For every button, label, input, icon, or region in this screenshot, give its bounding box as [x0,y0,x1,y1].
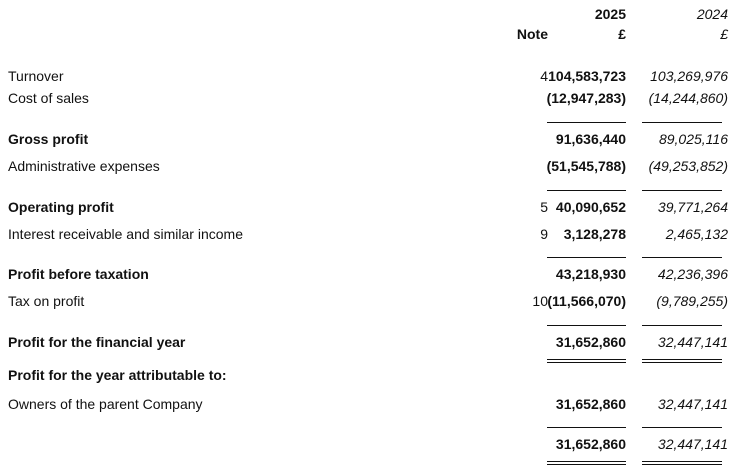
row-label-gross-profit: Gross profit [8,131,89,147]
total-double-rule [547,359,626,363]
row-current-operating-profit: 40,090,652 [555,199,626,215]
row-label-profit-before-tax: Profit before taxation [8,266,149,282]
row-note-tax: 10 [532,293,548,309]
header-currency-current: £ [618,26,626,42]
row-label-turnover: Turnover [8,68,64,84]
row-label-cost-of-sales: Cost of sales [8,90,89,106]
subtotal-rule [642,325,722,326]
header-currency-prior: £ [720,26,728,42]
row-current-profit-before-tax: 43,218,930 [555,266,626,282]
row-label-profit-for-year: Profit for the financial year [8,334,186,350]
row-current-turnover: 104,583,723 [548,68,626,84]
row-current-cost-of-sales: (12,947,283) [546,90,626,106]
row-current-tax: (11,566,070) [547,293,626,309]
row-current-interest: 3,128,278 [563,226,626,242]
row-prior-profit-for-year: 32,447,141 [657,334,728,350]
row-prior-operating-profit: 39,771,264 [657,199,728,215]
row-note-interest: 9 [540,226,548,242]
row-current-owners-parent: 31,652,860 [555,396,626,412]
subtotal-rule [547,190,626,191]
row-label-tax: Tax on profit [8,293,85,309]
row-current-final-total: 31,652,860 [555,436,626,452]
header-year-current: 2025 [594,6,626,22]
subtotal-rule [642,122,722,123]
row-current-gross-profit: 91,636,440 [555,131,626,147]
subtotal-rule [547,325,626,326]
row-note-operating-profit: 5 [540,199,548,215]
row-prior-admin-expenses: (49,253,852) [648,158,728,174]
row-prior-interest: 2,465,132 [665,226,728,242]
row-prior-tax: (9,789,255) [656,293,728,309]
row-label-owners-parent: Owners of the parent Company [8,396,203,412]
total-double-rule [547,461,626,465]
subtotal-rule [642,257,722,258]
subtotal-rule [642,427,722,428]
subtotal-rule [642,190,722,191]
header-note: Note [516,26,548,42]
subtotal-rule [547,257,626,258]
subtotal-rule [547,427,626,428]
row-prior-owners-parent: 32,447,141 [657,396,728,412]
row-prior-profit-before-tax: 42,236,396 [657,266,728,282]
row-prior-gross-profit: 89,025,116 [658,131,728,147]
row-current-admin-expenses: (51,545,788) [546,158,626,174]
row-prior-turnover: 103,269,976 [650,68,728,84]
total-double-rule [642,461,722,465]
total-double-rule [642,359,722,363]
row-label-interest: Interest receivable and similar income [8,226,243,242]
row-label-operating-profit: Operating profit [8,199,114,215]
row-current-profit-for-year: 31,652,860 [555,334,626,350]
row-note-turnover: 4 [540,68,548,84]
header-year-prior: 2024 [696,6,728,22]
row-label-admin-expenses: Administrative expenses [8,158,160,174]
row-prior-final-total: 32,447,141 [657,436,728,452]
row-prior-cost-of-sales: (14,244,860) [648,90,728,106]
subtotal-rule [547,122,626,123]
row-label-attributable-heading: Profit for the year attributable to: [8,367,227,383]
